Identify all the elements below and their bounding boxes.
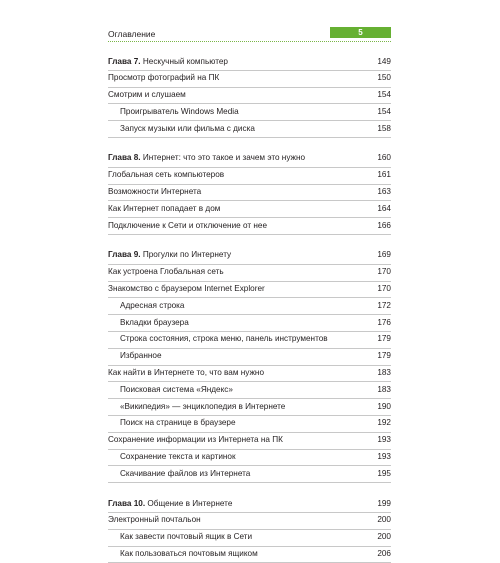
toc-page-number: 176 — [377, 317, 391, 327]
entry-title-text: Вкладки браузера — [120, 317, 189, 327]
toc-chapter-entry[interactable] — [108, 54, 391, 71]
entry-title-text: Запуск музыки или фильма с диска — [120, 123, 255, 133]
entry-title-text: Как пользоваться почтовым ящиком — [120, 549, 258, 559]
toc-section-entry[interactable] — [108, 168, 391, 185]
toc-page-number: 183 — [377, 384, 391, 394]
toc-entry-title — [120, 334, 328, 343]
toc-page-number: 193 — [377, 452, 391, 462]
toc-page-number: 200 — [377, 532, 391, 542]
toc-page-number: 190 — [377, 401, 391, 411]
toc-entry-title — [120, 318, 189, 327]
entry-title-text: Интернет: что это такое и зачем это нужно — [140, 153, 306, 163]
entry-title-text: Смотрим и слушаем — [108, 90, 186, 100]
toc-entry-title — [108, 204, 220, 213]
toc-entry-title — [108, 170, 224, 179]
entry-title-text: Адресная строка — [120, 300, 185, 310]
toc-page-number: 179 — [377, 334, 391, 344]
toc-entry-title — [120, 549, 258, 558]
toc-entry-title — [120, 385, 233, 394]
entry-title-text: Поиск на странице в браузере — [120, 418, 236, 428]
toc-entry-title — [108, 435, 283, 444]
entry-title-text: Общение в Интернете — [145, 498, 233, 508]
toc-subsection-entry[interactable] — [108, 416, 391, 433]
toc-page-number: 150 — [377, 73, 391, 83]
entry-title-text: Поисковая система «Яндекс» — [120, 384, 233, 394]
toc-section-entry[interactable] — [108, 71, 391, 88]
toc-page-number: 199 — [377, 498, 391, 508]
toc-section-entry[interactable] — [108, 201, 391, 218]
toc-entry-title — [108, 515, 201, 524]
toc-subsection-entry[interactable] — [108, 547, 391, 563]
entry-title-text: Строка состояния, строка меню, панель инструментов — [120, 334, 328, 344]
toc-section-entry[interactable] — [108, 513, 391, 530]
section-title: Оглавление — [108, 29, 156, 39]
toc-page-number: 183 — [377, 368, 391, 378]
toc-entry-title — [120, 418, 236, 427]
toc-entry-title — [120, 124, 255, 133]
entry-title-text: Сохранение текста и картинок — [120, 452, 236, 462]
chapter-number: Глава 9. — [108, 250, 141, 260]
toc-entry-title — [108, 250, 231, 259]
chapter-gap — [108, 483, 391, 496]
toc-page-number: 179 — [377, 351, 391, 361]
entry-title-text: Возможности Интернета — [108, 187, 202, 197]
toc-entry-title — [108, 284, 265, 293]
chapter-number: Глава 10. — [108, 498, 146, 508]
toc-page-number: 163 — [377, 187, 391, 197]
toc-subsection-entry[interactable] — [108, 450, 391, 467]
toc-entry-title — [108, 153, 305, 162]
toc-chapter-entry[interactable] — [108, 496, 391, 513]
entry-title-text: Знакомство с браузером Internet Explorer — [108, 284, 265, 294]
toc-section-entry[interactable] — [108, 218, 391, 235]
toc-page-number: 164 — [377, 203, 391, 213]
toc-section-entry[interactable] — [108, 88, 391, 105]
toc-entry-title — [120, 107, 239, 116]
toc-chapter-entry[interactable] — [108, 151, 391, 168]
chapter-number: Глава 8. — [108, 153, 141, 163]
entry-title-text: «Википедия» — энциклопедия в Интернете — [120, 401, 286, 411]
toc-entry-title — [108, 267, 224, 276]
toc-subsection-entry[interactable] — [108, 349, 391, 366]
toc-entry-title — [108, 187, 201, 196]
toc-section-entry[interactable] — [108, 433, 391, 450]
toc-page-number: 195 — [377, 468, 391, 478]
entry-title-text: Прогулки по Интернету — [140, 250, 232, 260]
entry-title-text: Глобальная сеть компьютеров — [108, 170, 225, 180]
page-number-badge: 5 — [330, 27, 391, 38]
toc-entry-title — [120, 301, 185, 310]
chapter-gap — [108, 235, 391, 248]
entry-title-text: Проигрыватель Windows Media — [120, 106, 239, 116]
toc-page-number: 166 — [377, 220, 391, 230]
toc-page-number: 172 — [377, 300, 391, 310]
toc-page-number: 193 — [377, 435, 391, 445]
toc-entry-title — [120, 402, 285, 411]
toc-entry-title — [108, 368, 264, 377]
chapter-number: Глава 7. — [108, 56, 141, 66]
entry-title-text: Избранное — [120, 351, 162, 361]
table-of-contents — [108, 54, 391, 563]
toc-entry-title — [120, 452, 236, 461]
toc-subsection-entry[interactable] — [108, 332, 391, 349]
toc-subsection-entry[interactable] — [108, 466, 391, 483]
entry-title-text: Сохранение информации из Интернета на ПК — [108, 435, 283, 445]
entry-title-text: Подключение к Сети и отключение от нее — [108, 220, 267, 230]
header-dotted-rule — [108, 41, 391, 42]
toc-page-number: 160 — [377, 153, 391, 163]
toc-section-entry[interactable] — [108, 282, 391, 299]
entry-title-text: Как Интернет попадает в дом — [108, 203, 221, 213]
toc-subsection-entry[interactable] — [108, 104, 391, 121]
toc-entry-title — [108, 221, 267, 230]
entry-title-text: Нескучный компьютер — [140, 56, 228, 66]
toc-entry-title — [120, 532, 252, 541]
toc-subsection-entry[interactable] — [108, 315, 391, 332]
entry-title-text: Как завести почтовый ящик в Сети — [120, 532, 253, 542]
toc-entry-title — [120, 351, 162, 360]
toc-subsection-entry[interactable] — [108, 121, 391, 138]
toc-entry-title — [108, 90, 186, 99]
page-header — [108, 27, 391, 42]
chapter-gap — [108, 138, 391, 151]
toc-entry-title — [120, 469, 250, 478]
toc-section-entry[interactable] — [108, 185, 391, 202]
toc-page-number: 170 — [377, 284, 391, 294]
toc-chapter-entry[interactable] — [108, 248, 391, 265]
toc-entry-title — [108, 73, 219, 82]
entry-title-text: Электронный почтальон — [108, 515, 201, 525]
toc-page-number: 170 — [377, 267, 391, 277]
entry-title-text: Просмотр фотографий на ПК — [108, 73, 220, 83]
toc-subsection-entry[interactable] — [108, 399, 391, 416]
entry-title-text: Как найти в Интернете то, что вам нужно — [108, 368, 264, 378]
toc-page-number: 192 — [377, 418, 391, 428]
toc-page-number: 206 — [377, 549, 391, 559]
toc-section-entry[interactable] — [108, 265, 391, 282]
toc-subsection-entry[interactable] — [108, 382, 391, 399]
toc-page-number: 161 — [377, 170, 391, 180]
entry-title-text: Скачивание файлов из Интернета — [120, 468, 251, 478]
toc-page-number: 158 — [377, 123, 391, 133]
toc-subsection-entry[interactable] — [108, 298, 391, 315]
entry-title-text: Как устроена Глобальная сеть — [108, 267, 224, 277]
toc-page-number: 149 — [377, 56, 391, 66]
toc-page-number: 154 — [377, 106, 391, 116]
toc-subsection-entry[interactable] — [108, 530, 391, 547]
toc-page-number: 169 — [377, 250, 391, 260]
toc-section-entry[interactable] — [108, 366, 391, 383]
toc-page-number: 154 — [377, 90, 391, 100]
toc-entry-title — [108, 57, 228, 66]
toc-page-number: 200 — [377, 515, 391, 525]
